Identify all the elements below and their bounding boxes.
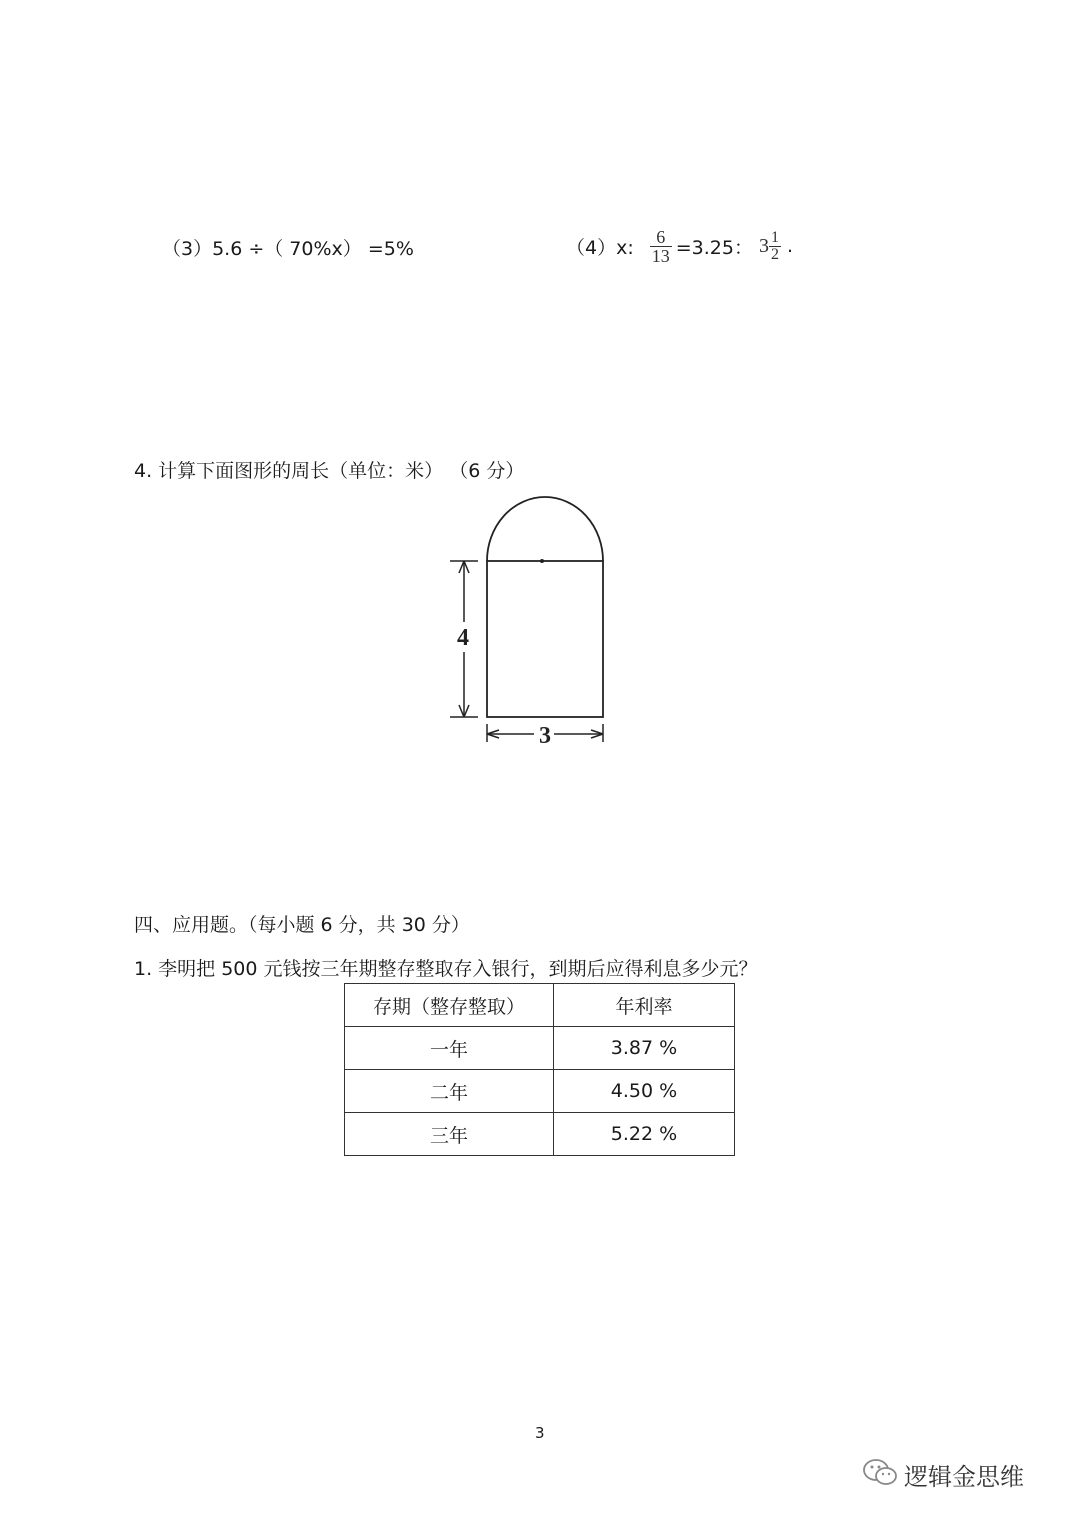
question-1: 1. 李明把 500 元钱按三年期整存整取存入银行，到期后应得利息多少元？ [134, 958, 758, 980]
problem-4-middle: =3.25： [675, 236, 753, 259]
table-cell-term: 二年 [345, 1070, 554, 1113]
watermark-text: 逻辑金思维 [904, 1463, 1024, 1491]
section-4-title: 4. 计算下面图形的周长（单位：米） （6 分） [134, 460, 525, 482]
height-label: 4 [457, 625, 469, 651]
page-number: 3 [535, 1424, 545, 1442]
mixed-number [759, 230, 781, 263]
mixed-numerator: 1 [770, 228, 779, 246]
table-cell-rate: 4.50 % [554, 1070, 735, 1113]
problem-4 [566, 226, 793, 266]
problem-4-label: （4）x: [566, 236, 634, 259]
table-header-term: 存期（整存整取） [345, 984, 554, 1027]
problem-3-label: （3） [162, 238, 213, 260]
table-cell-term: 三年 [345, 1113, 554, 1156]
table-cell-term: 一年 [345, 1027, 554, 1070]
problem-4-end: . [786, 235, 794, 257]
mixed-whole: 3 [758, 234, 769, 257]
semicircle-arc [487, 497, 603, 561]
fraction-numerator: 6 [650, 228, 672, 247]
problem-3 [162, 234, 414, 261]
table-row [345, 1070, 735, 1113]
rectangle-shape [487, 561, 603, 717]
perimeter-figure [430, 490, 630, 750]
table-row [345, 1027, 735, 1070]
table-header-row [345, 984, 735, 1027]
problem-3-expression: 5.6 ÷（ 70%x） =5% [212, 238, 414, 260]
table-cell-rate: 5.22 % [554, 1113, 735, 1156]
table-cell-rate: 3.87 % [554, 1027, 735, 1070]
interest-rate-table [344, 983, 735, 1156]
table-header-rate: 年利率 [554, 984, 735, 1027]
application-section-title: 四、应用题。（每小题 6 分，共 30 分） [134, 914, 470, 936]
mixed-denominator: 2 [770, 245, 779, 263]
width-label: 3 [539, 723, 551, 749]
center-dot [540, 559, 544, 563]
fraction-denominator: 13 [651, 245, 670, 266]
table-row [345, 1113, 735, 1156]
watermark [862, 1457, 1024, 1492]
fraction-6-13 [650, 228, 672, 265]
wechat-icon [862, 1458, 898, 1492]
